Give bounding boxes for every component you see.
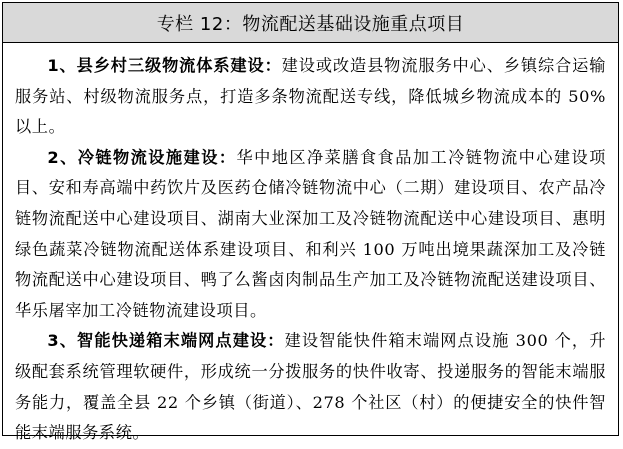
item-text: 建设智能快件箱末端网点设施 300 个，升级配套系统管理软硬件，形成统一分拨服务的快件收寄、投递服务的智能末端服务能力，覆盖全县 22 个乡镇（街道）、278 个社区（村）的便捷安全的快件智能末端服务系统。 (15, 331, 606, 443)
item-county-logistics (15, 51, 606, 143)
item-heading: 3、智能快递箱末端网点建设： (47, 331, 285, 351)
panel-header (3, 3, 618, 43)
item-heading: 1、县乡村三级物流体系建设： (47, 56, 282, 75)
item-heading: 2、冷链物流设施建设： (47, 147, 237, 167)
item-smart-locker (15, 326, 606, 448)
item-text: 建设或改造县物流服务中心、乡镇综合运输服务站、村级物流服务点，打造多条物流配送专线，降低城乡物流成本的 50%以上。 (15, 56, 606, 137)
panel-title: 专栏 12：物流配送基础设施重点项目 (156, 13, 465, 35)
item-text: 华中地区净菜膳食食品加工冷链物流中心建设项目、安和寿高端中药饮片及医药仓储冷链物流中心（二期）建设项目、农产品冷链物流配送中心建设项目、湖南大业深加工及冷链物流配送中心建设项目、惠明绿色蔬菜冷链物流配送体系建设项目、和利兴 100 万吨出境果蔬深加工及冷链物流配送中心建设项目、鸭了么酱卤肉制品生产加工及冷链物流配送建设项目、华乐屠宰加工冷链物流建设项目。 (15, 147, 606, 320)
panel-body (3, 43, 618, 449)
project-panel (2, 2, 619, 443)
item-cold-chain (15, 143, 606, 327)
